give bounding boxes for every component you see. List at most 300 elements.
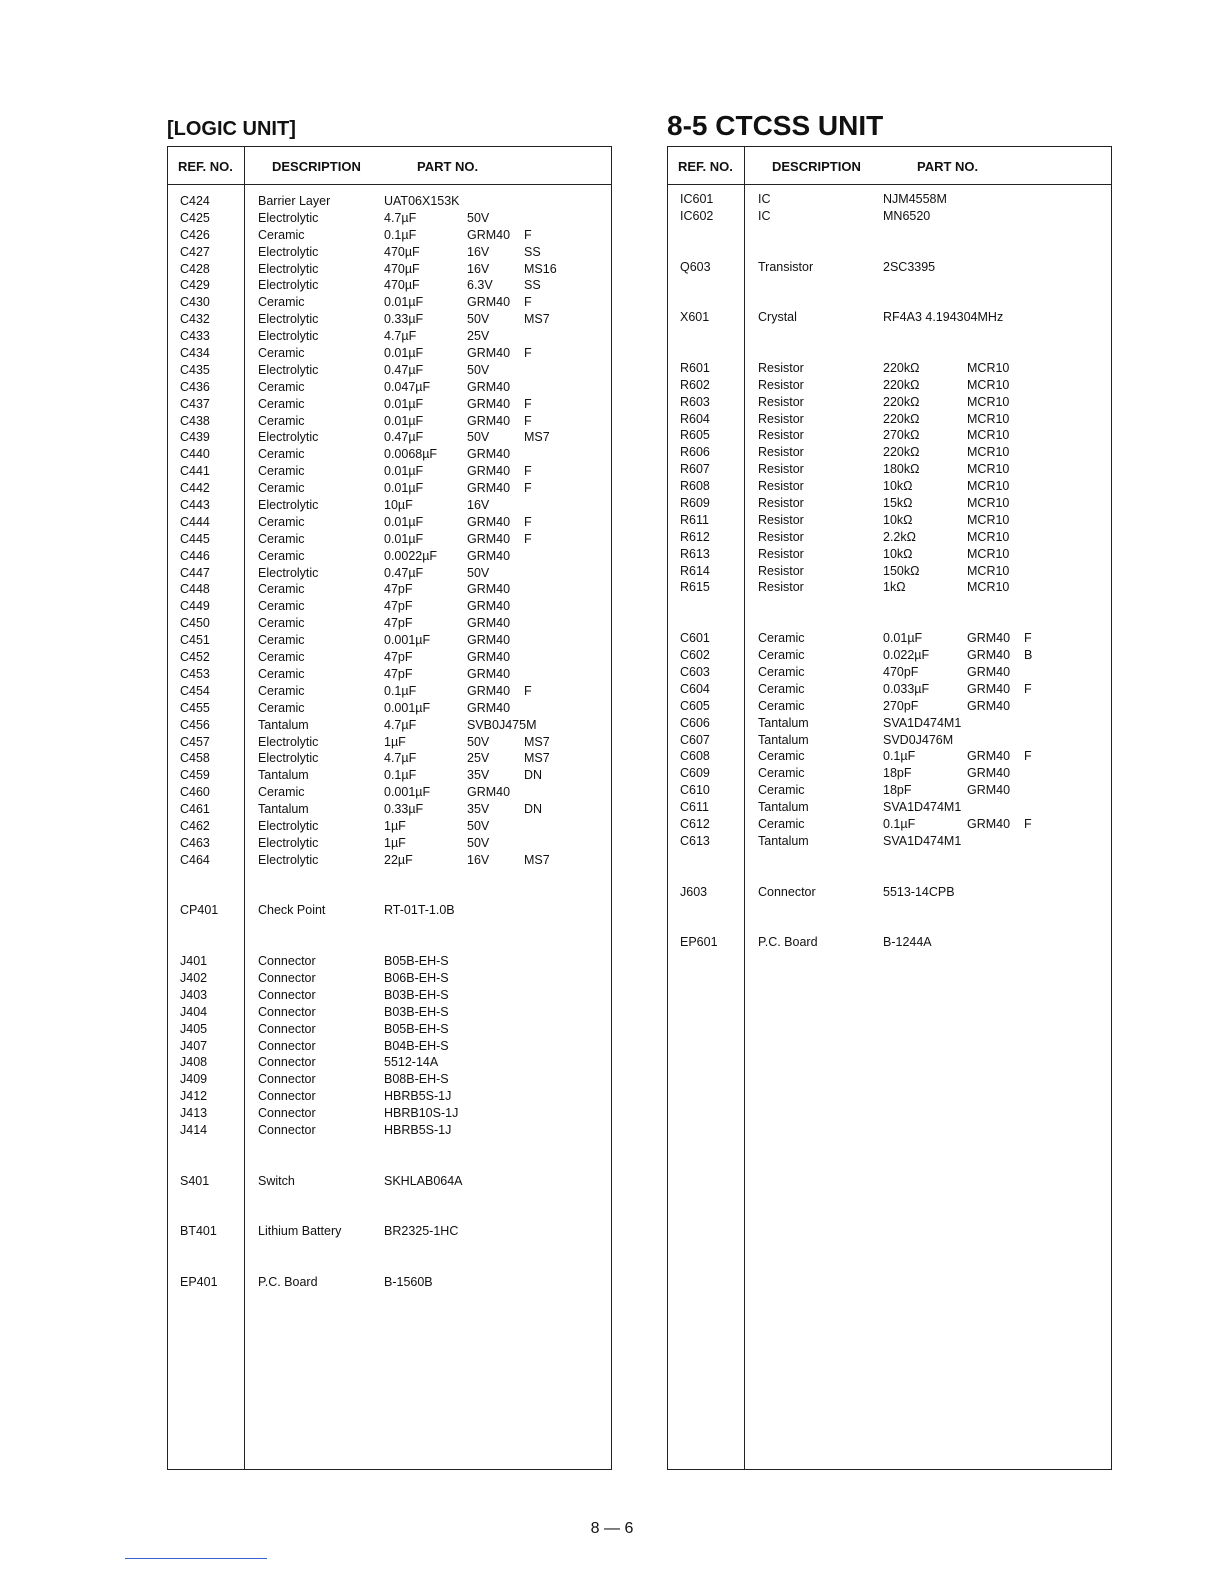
table-row (668, 884, 1111, 901)
part-suffix-cell: MS7 (524, 312, 550, 327)
ref-cell: C609 (680, 766, 710, 781)
part-suffix-cell: MS7 (524, 852, 550, 867)
table-row (168, 396, 611, 413)
part-spec-cell: MCR10 (967, 462, 1010, 477)
table-row (168, 311, 611, 328)
part-value-cell: 0.01µF (384, 346, 424, 361)
description-cell: Tantalum (758, 732, 809, 747)
table-row (168, 1088, 611, 1105)
table-row (668, 630, 1111, 647)
part-spec-cell: GRM40 (967, 648, 1011, 663)
table-row (668, 934, 1111, 951)
part-spec-cell: MCR10 (967, 428, 1010, 443)
part-suffix-cell: MS7 (524, 430, 550, 445)
ref-cell: EP601 (680, 935, 718, 950)
part-spec-cell: GRM40 (467, 785, 511, 800)
table-row (668, 512, 1111, 529)
part-suffix-cell: F (524, 227, 532, 242)
description-cell: Ceramic (758, 698, 805, 713)
description-cell: Ceramic (258, 447, 305, 462)
part-value-cell: 4.7µF (384, 210, 417, 225)
ref-cell: C613 (680, 833, 710, 848)
ref-cell: R605 (680, 428, 710, 443)
ref-cell: R601 (680, 360, 710, 375)
table-row (168, 480, 611, 497)
table-row (668, 546, 1111, 563)
ref-cell: C601 (680, 631, 710, 646)
ref-cell: S401 (180, 1173, 210, 1188)
table-row (668, 613, 1111, 630)
ref-cell: CP401 (180, 903, 219, 918)
table-row (168, 362, 611, 379)
ref-cell: C459 (180, 768, 210, 783)
description-cell: P.C. Board (258, 1275, 318, 1289)
part-spec-cell: GRM40 (467, 481, 511, 496)
part-value-cell: 0.1µF (384, 683, 417, 698)
header-part-no: PART NO. (917, 159, 979, 174)
part-suffix-cell: F (1024, 631, 1032, 646)
part-value-cell: B04B-EH-S (384, 1038, 449, 1053)
part-value-cell: 0.0022µF (384, 548, 438, 563)
part-value-cell: NJM4558M (883, 192, 947, 206)
part-value-cell: B-1560B (384, 1275, 433, 1289)
description-cell: Ceramic (258, 616, 305, 631)
table-row (168, 379, 611, 396)
table-row (168, 1122, 611, 1139)
part-spec-cell: 50V (467, 312, 490, 327)
table-row (168, 294, 611, 311)
table-row (168, 345, 611, 362)
description-cell: Electrolytic (258, 261, 319, 276)
table-row (168, 750, 611, 767)
ref-cell: C435 (180, 362, 210, 377)
part-value-cell: 220kΩ (883, 377, 920, 392)
table-row (668, 427, 1111, 444)
part-value-cell: 0.47µF (384, 430, 424, 445)
part-value-cell: MN6520 (883, 208, 931, 223)
table-row (168, 902, 611, 919)
description-cell: Resistor (758, 479, 804, 494)
ref-cell: J407 (180, 1038, 208, 1053)
table-row (668, 360, 1111, 377)
table-row (168, 227, 611, 244)
ref-cell: R608 (680, 479, 710, 494)
description-cell: Ceramic (258, 481, 305, 496)
ref-cell: C454 (180, 683, 210, 698)
part-value-cell: UAT06X153K (384, 194, 460, 208)
ref-cell: C461 (180, 802, 210, 817)
part-value-cell: 47pF (384, 616, 413, 631)
part-suffix-cell: SS (524, 244, 541, 259)
table-row (168, 936, 611, 953)
part-spec-cell: 50V (467, 818, 490, 833)
part-value-cell: 10µF (384, 498, 413, 513)
description-cell: Tantalum (258, 717, 309, 732)
table-row (668, 715, 1111, 732)
part-value-cell: 470µF (384, 244, 420, 259)
description-cell: Electrolytic (258, 835, 319, 850)
description-cell: Ceramic (258, 464, 305, 479)
part-spec-cell: MCR10 (967, 360, 1010, 375)
part-spec-cell: 35V (467, 768, 490, 783)
part-value-cell: 0.1µF (883, 816, 916, 831)
table-row (168, 1223, 611, 1240)
table-row (668, 326, 1111, 343)
description-cell: IC (758, 208, 771, 223)
table-row (168, 784, 611, 801)
description-cell: Ceramic (758, 766, 805, 781)
description-cell: Ceramic (258, 379, 305, 394)
part-value-cell: 0.033µF (883, 681, 930, 696)
part-value-cell: 220kΩ (883, 445, 920, 460)
ref-cell: Q603 (680, 259, 711, 274)
description-cell: Electrolytic (258, 818, 319, 833)
description-cell: Ceramic (258, 346, 305, 361)
ref-cell: C464 (180, 852, 210, 867)
table-row (168, 328, 611, 345)
part-value-cell: 0.01µF (384, 531, 424, 546)
table-row (668, 563, 1111, 580)
table-row (668, 748, 1111, 765)
part-spec-cell: MCR10 (967, 496, 1010, 511)
ref-cell: R615 (680, 580, 710, 595)
part-spec-cell: GRM40 (467, 379, 511, 394)
table-header (668, 147, 1111, 185)
part-suffix-cell: F (1024, 816, 1032, 831)
description-cell: Tantalum (258, 768, 309, 783)
part-value-cell: 270pF (883, 698, 919, 713)
description-cell: Connector (258, 1072, 316, 1087)
part-value-cell: 0.01µF (384, 295, 424, 310)
description-cell: Ceramic (258, 548, 305, 563)
table-row (168, 970, 611, 987)
description-cell: Ceramic (758, 681, 805, 696)
description-cell: Ceramic (258, 650, 305, 665)
description-cell: Ceramic (258, 683, 305, 698)
ref-cell: R602 (680, 377, 710, 392)
part-value-cell: 4.7µF (384, 329, 417, 344)
description-cell: Ceramic (758, 816, 805, 831)
table-row (668, 309, 1111, 326)
ref-cell: IC601 (680, 192, 714, 206)
ref-cell: R611 (680, 512, 709, 527)
part-spec-cell: GRM40 (467, 514, 511, 529)
ref-cell: C432 (180, 312, 210, 327)
table-row (168, 261, 611, 278)
part-suffix-cell: DN (524, 802, 543, 817)
description-cell: Tantalum (758, 715, 809, 730)
ref-cell: C603 (680, 664, 710, 679)
table-row (168, 1071, 611, 1088)
part-spec-cell: GRM40 (467, 464, 511, 479)
table-row (168, 244, 611, 261)
table-row (668, 732, 1111, 749)
part-spec-cell: GRM40 (967, 664, 1011, 679)
part-spec-cell: GRM40 (967, 698, 1011, 713)
part-spec-cell: GRM40 (967, 631, 1011, 646)
part-value-cell: 470µF (384, 261, 420, 276)
part-value-cell: BR2325-1HC (384, 1224, 459, 1239)
ref-cell: R609 (680, 496, 710, 511)
ref-cell: C453 (180, 666, 210, 681)
table-row (168, 835, 611, 852)
table-row (168, 801, 611, 818)
description-cell: Electrolytic (258, 852, 319, 867)
part-value-cell: 47pF (384, 666, 413, 681)
part-suffix-cell: SS (524, 278, 541, 293)
table-row (168, 683, 611, 700)
part-suffix-cell: F (1024, 749, 1032, 764)
description-cell: Electrolytic (258, 565, 319, 580)
part-spec-cell: GRM40 (967, 681, 1011, 696)
part-value-cell: 18pF (883, 783, 912, 798)
ref-cell: C604 (680, 681, 710, 696)
ref-cell: C430 (180, 295, 210, 310)
description-cell: IC (758, 192, 771, 206)
ref-cell: C463 (180, 835, 210, 850)
description-cell: Resistor (758, 377, 804, 392)
table-row (168, 277, 611, 294)
part-value-cell: 1µF (384, 734, 406, 749)
part-suffix-cell: DN (524, 768, 543, 783)
table-row (668, 191, 1111, 208)
part-spec-cell: GRM40 (467, 447, 511, 462)
table-row (168, 429, 611, 446)
part-spec-cell: MCR10 (967, 580, 1010, 595)
ref-cell: C428 (180, 261, 210, 276)
ref-cell: J409 (180, 1072, 208, 1087)
part-spec-cell: 50V (467, 565, 490, 580)
ref-cell: X601 (680, 310, 710, 325)
description-cell: Check Point (258, 903, 326, 918)
part-spec-cell: GRM40 (467, 548, 511, 563)
description-cell: P.C. Board (758, 935, 818, 950)
description-cell: Resistor (758, 411, 804, 426)
description-cell: Resistor (758, 496, 804, 511)
part-suffix-cell: F (524, 531, 532, 546)
table-row (668, 225, 1111, 242)
description-cell: Ceramic (758, 783, 805, 798)
description-cell: Ceramic (258, 396, 305, 411)
part-spec-cell: GRM40 (467, 700, 511, 715)
table-row (668, 833, 1111, 850)
table-row (668, 411, 1111, 428)
description-cell: Ceramic (758, 749, 805, 764)
part-value-cell: 10kΩ (883, 512, 913, 527)
part-spec-cell: MCR10 (967, 394, 1010, 409)
part-value-cell: HBRB5S-1J (384, 1089, 452, 1104)
part-value-cell: 0.33µF (384, 312, 424, 327)
description-cell: Barrier Layer (258, 194, 331, 208)
part-value-cell: 5513-14CPB (883, 884, 955, 899)
ref-cell: C458 (180, 751, 210, 766)
part-spec-cell: MCR10 (967, 479, 1010, 494)
ref-cell: C455 (180, 700, 210, 715)
header-description: DESCRIPTION (772, 159, 861, 174)
table-row (168, 1139, 611, 1156)
table-row (168, 987, 611, 1004)
ref-cell: J412 (180, 1089, 208, 1104)
part-value-cell: 2.2kΩ (883, 529, 916, 544)
table-row (168, 632, 611, 649)
ctcss-unit-rows (668, 191, 1111, 951)
ref-cell: C446 (180, 548, 210, 563)
part-value-cell: 0.001µF (384, 633, 431, 648)
description-cell: Connector (258, 954, 316, 969)
table-row (168, 446, 611, 463)
ref-cell: C426 (180, 227, 210, 242)
part-suffix-cell: F (524, 346, 532, 361)
header-part-no: PART NO. (417, 159, 479, 174)
description-cell: Electrolytic (258, 751, 319, 766)
description-cell: Ceramic (258, 633, 305, 648)
table-row (168, 1021, 611, 1038)
part-spec-cell: GRM40 (467, 666, 511, 681)
part-value-cell: SVA1D474M1 (883, 715, 962, 730)
table-row (168, 210, 611, 227)
ref-cell: C451 (180, 633, 210, 648)
table-header (168, 147, 611, 185)
description-cell: Connector (258, 1004, 316, 1019)
description-cell: Transistor (758, 259, 814, 274)
part-value-cell: 0.01µF (384, 464, 424, 479)
link-underline (125, 1558, 267, 1559)
part-value-cell: 2SC3395 (883, 259, 936, 274)
table-row (168, 1257, 611, 1274)
table-row (668, 275, 1111, 292)
part-spec-cell: 16V (467, 244, 490, 259)
part-value-cell: 0.047µF (384, 379, 431, 394)
part-value-cell: 47pF (384, 599, 413, 614)
part-value-cell: 0.01µF (384, 413, 424, 428)
description-cell: Ceramic (758, 631, 805, 646)
table-row (168, 919, 611, 936)
description-cell: Switch (258, 1173, 295, 1188)
ref-cell: C460 (180, 785, 210, 800)
part-value-cell: 0.47µF (384, 362, 424, 377)
ref-cell: BT401 (180, 1224, 217, 1239)
part-spec-cell: GRM40 (967, 783, 1011, 798)
ref-cell: C433 (180, 329, 210, 344)
description-cell: Ceramic (258, 531, 305, 546)
table-row (168, 1240, 611, 1257)
table-row (668, 698, 1111, 715)
part-spec-cell: GRM40 (467, 582, 511, 597)
part-suffix-cell: MS7 (524, 734, 550, 749)
description-cell: Connector (258, 1122, 316, 1137)
part-value-cell: 15kΩ (883, 496, 913, 511)
ref-cell: J401 (180, 954, 208, 969)
table-row (668, 259, 1111, 276)
part-spec-cell: 50V (467, 835, 490, 850)
description-cell: Electrolytic (258, 362, 319, 377)
part-spec-cell: MCR10 (967, 411, 1010, 426)
part-spec-cell: MCR10 (967, 512, 1010, 527)
description-cell: Resistor (758, 580, 804, 595)
description-cell: Resistor (758, 462, 804, 477)
logic-unit-title: [LOGIC UNIT] (167, 118, 296, 140)
table-row (668, 596, 1111, 613)
table-row (668, 377, 1111, 394)
ref-cell: C452 (180, 650, 210, 665)
part-spec-cell: GRM40 (467, 346, 511, 361)
description-cell: Resistor (758, 546, 804, 561)
part-value-cell: 1µF (384, 818, 406, 833)
part-spec-cell: GRM40 (967, 766, 1011, 781)
part-spec-cell: MCR10 (967, 377, 1010, 392)
table-row (168, 1206, 611, 1223)
part-value-cell: 0.1µF (883, 749, 916, 764)
ref-cell: C429 (180, 278, 210, 293)
part-suffix-cell: F (524, 683, 532, 698)
part-value-cell: RT-01T-1.0B (384, 903, 455, 918)
ref-cell: C456 (180, 717, 210, 732)
description-cell: Ceramic (258, 514, 305, 529)
table-row (668, 529, 1111, 546)
part-value-cell: 22µF (384, 852, 413, 867)
ref-cell: C445 (180, 531, 210, 546)
ref-cell: J404 (180, 1004, 208, 1019)
table-row (168, 1105, 611, 1122)
part-suffix-cell: F (524, 464, 532, 479)
description-cell: Ceramic (258, 295, 305, 310)
description-cell: Resistor (758, 394, 804, 409)
part-value-cell: 0.01µF (384, 481, 424, 496)
part-value-cell: 1kΩ (883, 580, 906, 595)
description-cell: Electrolytic (258, 244, 319, 259)
part-value-cell: 0.001µF (384, 700, 431, 715)
ref-cell: EP401 (180, 1275, 218, 1289)
description-cell: Electrolytic (258, 312, 319, 327)
part-value-cell: 4.7µF (384, 717, 417, 732)
part-value-cell: 470pF (883, 664, 919, 679)
description-cell: Resistor (758, 360, 804, 375)
description-cell: Connector (258, 1038, 316, 1053)
part-value-cell: HBRB5S-1J (384, 1122, 452, 1137)
ref-cell: J414 (180, 1122, 208, 1137)
part-value-cell: B06B-EH-S (384, 970, 449, 985)
part-value-cell: 220kΩ (883, 394, 920, 409)
table-row (168, 1054, 611, 1071)
table-row (668, 867, 1111, 884)
description-cell: Connector (258, 970, 316, 985)
ref-cell: C607 (680, 732, 710, 747)
part-suffix-cell: F (1024, 681, 1032, 696)
ctcss-unit-table (667, 146, 1112, 1470)
ref-cell: C425 (180, 210, 210, 225)
header-description: DESCRIPTION (272, 159, 361, 174)
ref-cell: C610 (680, 783, 710, 798)
ref-cell: R606 (680, 445, 710, 460)
table-row (668, 900, 1111, 917)
table-row (168, 193, 611, 210)
ref-cell: C437 (180, 396, 210, 411)
table-row (668, 765, 1111, 782)
part-value-cell: B03B-EH-S (384, 1004, 449, 1019)
part-spec-cell: GRM40 (467, 616, 511, 631)
part-value-cell: SVA1D474M1 (883, 800, 962, 815)
description-cell: Ceramic (258, 413, 305, 428)
part-value-cell: 0.1µF (384, 768, 417, 783)
logic-unit-rows (168, 193, 611, 1291)
page-number: 8 — 6 (590, 1520, 634, 1537)
description-cell: Crystal (758, 310, 797, 325)
ref-cell: R603 (680, 394, 710, 409)
table-row (168, 413, 611, 430)
table-row (668, 579, 1111, 596)
ref-cell: C424 (180, 194, 210, 208)
ref-cell: C434 (180, 346, 210, 361)
